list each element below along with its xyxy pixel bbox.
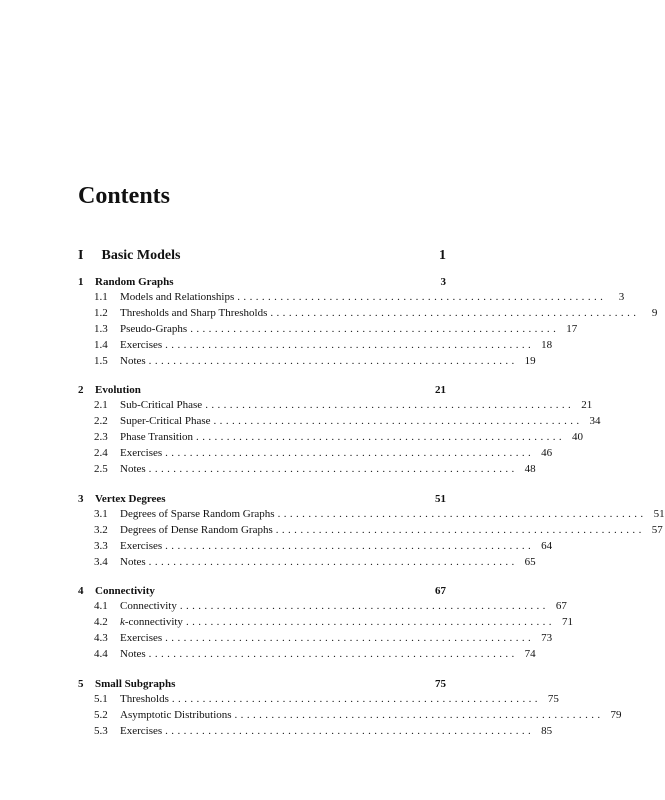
chapter-number: 2 [78, 384, 84, 397]
section-entry[interactable] [78, 708, 622, 724]
chapter-label [78, 676, 175, 692]
section-title: Models and Relationships [120, 291, 235, 303]
section-title: Exercises [120, 539, 163, 552]
section-title: Exercises [120, 632, 163, 645]
section-entry[interactable] [78, 539, 553, 555]
section-entry[interactable] [78, 306, 658, 322]
section-page: 79 [610, 708, 622, 721]
section-entry[interactable] [78, 692, 559, 708]
chapter-page: 67 [435, 585, 446, 598]
chapter [78, 676, 622, 740]
chapter [78, 274, 658, 369]
section-number: 1.2 [94, 306, 108, 319]
dot-leader: ............................................................ [171, 693, 541, 706]
chapter-title: Small Subgraphs [95, 678, 176, 691]
table-of-contents [78, 274, 665, 753]
section-number: 5.1 [94, 693, 108, 706]
dot-leader: ............................................................ [196, 431, 566, 444]
chapter-title: Connectivity [95, 585, 155, 598]
section-entry[interactable] [78, 615, 573, 631]
section-title: Sub-Critical Phase [120, 399, 203, 412]
section-page: 46 [541, 447, 553, 460]
section-number: 2.1 [94, 399, 108, 412]
section-number: 2.4 [94, 447, 108, 460]
dot-leader: ............................................................ [234, 708, 604, 721]
section-entry[interactable] [78, 631, 553, 647]
section-entry[interactable] [78, 462, 536, 478]
chapter-label [78, 274, 174, 290]
section-title: Pseudo-Graphs [120, 322, 188, 335]
section-page: 74 [524, 648, 536, 661]
chapter-page: 3 [440, 276, 446, 288]
chapter-title: Evolution [95, 384, 141, 397]
section-entry[interactable] [78, 446, 553, 462]
section-page: 17 [566, 322, 578, 335]
chapter-heading[interactable] [78, 583, 446, 599]
section-title: Exercises [120, 447, 163, 460]
dot-leader: ............................................................ [148, 555, 518, 568]
section-number: 3.4 [94, 555, 108, 568]
section-title: Connectivity [120, 600, 177, 613]
section-entry[interactable] [78, 523, 663, 539]
chapter-label [78, 382, 141, 398]
part-heading[interactable] [78, 248, 446, 264]
chapter [78, 491, 665, 571]
chapter-heading[interactable] [78, 676, 446, 692]
section-entry[interactable] [78, 599, 567, 615]
section-number: 2.2 [94, 415, 108, 428]
section-title: Notes [120, 354, 146, 367]
chapter-number: 5 [78, 678, 84, 691]
dot-leader: ............................................................ [190, 322, 560, 335]
section-title: Notes [120, 555, 146, 568]
part-title: Basic Models [101, 248, 181, 263]
dot-leader: ............................................................ [179, 600, 549, 613]
chapter-title: Vertex Degrees [95, 492, 166, 505]
section-page: 75 [547, 693, 559, 706]
section-title: Super-Critical Phase [120, 415, 211, 428]
section-number: 3.2 [94, 523, 108, 536]
section-page: 71 [561, 616, 573, 629]
section-title: Thresholds and Sharp Thresholds [120, 306, 268, 319]
chapter-title: Random Graphs [95, 276, 174, 288]
chapter-number: 4 [78, 585, 84, 598]
part-number: I [78, 248, 84, 263]
section-page: 57 [651, 523, 663, 536]
section-entry[interactable] [78, 647, 536, 663]
chapter [78, 583, 573, 663]
section-page: 48 [524, 463, 536, 476]
dot-leader: ............................................................ [148, 463, 518, 476]
section-entry[interactable] [78, 555, 536, 571]
dot-leader: ............................................................ [275, 523, 645, 536]
section-page: 73 [541, 632, 553, 645]
section-page: 40 [572, 431, 584, 444]
section-page: 21 [581, 399, 593, 412]
dot-leader: ............................................................ [165, 632, 535, 645]
section-page: 19 [524, 354, 536, 367]
section-title: Degrees of Dense Random Graphs [120, 523, 273, 536]
section-title: k-connectivity [120, 616, 183, 629]
page-title: Contents [78, 183, 171, 209]
section-entry[interactable] [78, 354, 536, 370]
dot-leader: ............................................................ [205, 399, 575, 412]
section-number: 1.4 [94, 338, 108, 351]
section-number: 4.3 [94, 632, 108, 645]
chapter-page: 21 [435, 384, 446, 397]
section-number: 4.4 [94, 648, 108, 661]
section-title: Exercises [120, 724, 163, 737]
dot-leader: ............................................................ [165, 724, 535, 737]
section-title: Phase Transition [120, 431, 194, 444]
section-page: 64 [541, 539, 553, 552]
chapter-number: 1 [78, 276, 84, 288]
dot-leader: ............................................................ [270, 306, 640, 319]
chapter-heading[interactable] [78, 382, 446, 398]
section-number: 1.5 [94, 354, 108, 367]
section-entry[interactable] [78, 414, 601, 430]
chapter-heading[interactable] [78, 274, 446, 290]
section-title: Thresholds [120, 693, 169, 706]
section-number: 2.3 [94, 431, 108, 444]
section-number: 4.1 [94, 600, 108, 613]
chapter-page: 75 [435, 678, 446, 691]
section-entry[interactable] [78, 507, 665, 523]
section-entry[interactable] [78, 398, 593, 414]
section-entry[interactable] [78, 724, 553, 740]
chapter-page: 51 [435, 492, 446, 505]
section-page: 51 [653, 507, 665, 520]
section-title: Exercises [120, 338, 163, 351]
dot-leader: ............................................................ [148, 354, 518, 367]
section-number: 3.1 [94, 507, 108, 520]
section-page: 34 [589, 415, 601, 428]
section-page: 65 [524, 555, 536, 568]
section-page: 18 [541, 338, 553, 351]
section-title: Asymptotic Distributions [120, 708, 232, 721]
dot-leader: ............................................................ [148, 648, 518, 661]
section-page: 3 [618, 291, 625, 303]
section-number: 4.2 [94, 616, 108, 629]
chapter-label [78, 583, 155, 599]
chapter-label [78, 491, 166, 507]
section-number: 5.2 [94, 708, 108, 721]
section-page: 67 [555, 600, 567, 613]
section-title: Notes [120, 648, 146, 661]
dot-leader: ............................................................ [277, 507, 647, 520]
dot-leader: ............................................................ [165, 338, 535, 351]
dot-leader: ............................................................ [165, 539, 535, 552]
part-page: 1 [439, 248, 446, 263]
section-number: 2.5 [94, 463, 108, 476]
chapter-heading[interactable] [78, 491, 446, 507]
section-number: 1.1 [94, 291, 108, 303]
section-number: 5.3 [94, 724, 108, 737]
section-page: 85 [541, 724, 553, 737]
section-page: 9 [651, 306, 658, 319]
dot-leader: ............................................................ [185, 616, 555, 629]
section-entry[interactable] [78, 322, 578, 338]
section-number: 1.3 [94, 322, 108, 335]
chapter-number: 3 [78, 492, 84, 505]
dot-leader: ............................................................ [165, 447, 535, 460]
part-label [78, 248, 180, 264]
section-entry[interactable] [78, 430, 584, 446]
section-number: 3.3 [94, 539, 108, 552]
section-entry[interactable] [78, 290, 625, 306]
section-title: Degrees of Sparse Random Graphs [120, 507, 275, 520]
section-title: Notes [120, 463, 146, 476]
chapter [78, 382, 601, 477]
dot-leader: ............................................................ [213, 415, 583, 428]
section-entry[interactable] [78, 338, 553, 354]
dot-leader: ............................................................ [237, 291, 607, 303]
